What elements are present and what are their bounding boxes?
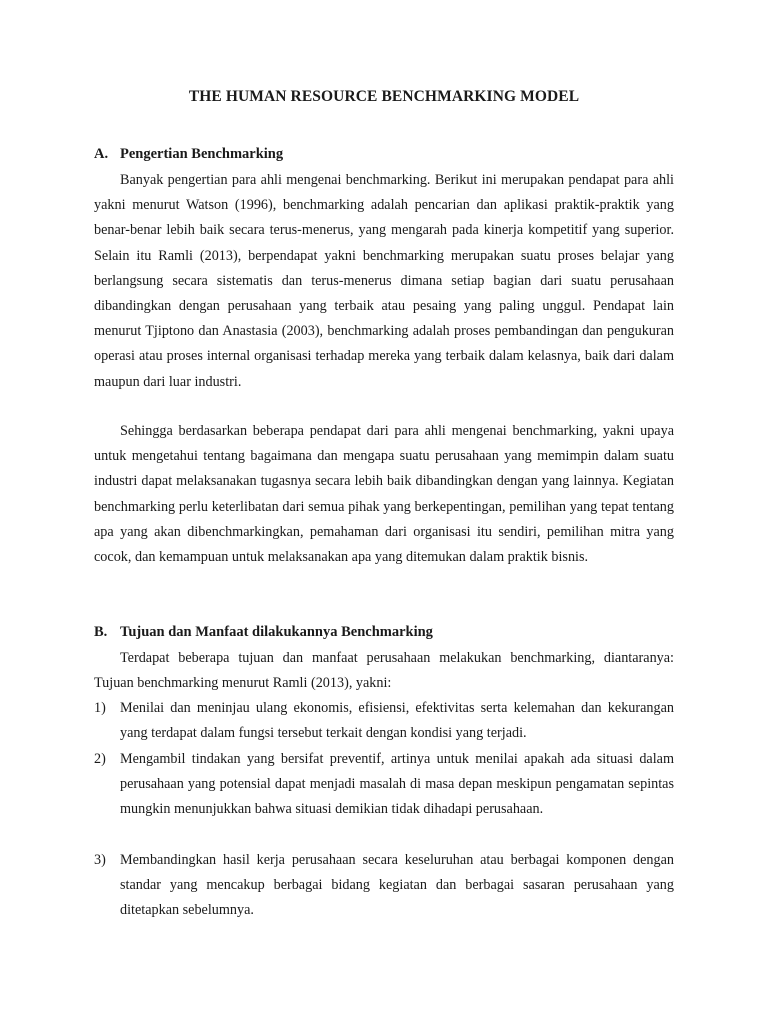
section-b-intro: Terdapat beberapa tujuan dan manfaat perusahaan melakukan benchmarking, diantaranya: Tujuan benchmarking menurut Ramli (2013), yakni:	[94, 650, 674, 692]
list-item-number: 1)	[94, 700, 106, 716]
section-b-title: Tujuan dan Manfaat dilakukannya Benchmarking	[120, 624, 433, 640]
list-item-text: Mengambil tindakan yang bersifat preventif, artinya untuk menilai apakah ada situasi dalam perusahaan yang potensial dapat menjadi masalah di masa depan meskipun pengamatan sepintas mungkin menunjukkan bahwa situasi demikian tidak dihadapi perusahaan.	[120, 751, 674, 818]
document-title: THE HUMAN RESOURCE BENCHMARKING MODEL	[188, 88, 580, 105]
list-item-number: 2)	[94, 751, 106, 767]
section-a-paragraph-1: Banyak pengertian para ahli mengenai benchmarking. Berikut ini merupakan pendapat para ahli yakni menurut Watson (1996), benchmarking adalah pencarian dan aplikasi praktik-praktik yang benar-benar lebih baik secara terus-menerus, yang mengarah pada kinerja kompetitif yang superior. Selain itu Ramli (2013), berpendapat yakni benchmarking merupakan suatu proses belajar yang berlangsung secara sistematis dan terus-menerus dimana setiap bagian dari suatu perusahaan dibandingkan dengan perusahaan yang terbaik atau pesaing yang paling unggul. Pendapat lain menurut Tjiptono dan Anastasia (2003), benchmarking adalah proses pembandingan dan pengukuran operasi atau proses internal organisasi terhadap mereka yang terbaik dalam kelasnya, baik dari dalam maupun dari luar industri.	[94, 172, 674, 390]
section-b-heading	[94, 624, 433, 641]
section-a-heading	[94, 146, 283, 163]
list-item	[94, 696, 674, 746]
list-item-text: Menilai dan meninjau ulang ekonomis, efisiensi, efektivitas serta kelemahan dan kekurangan yang terdapat dalam fungsi tersebut terkait dengan kondisi yang terjadi.	[120, 700, 674, 742]
list-item	[94, 747, 674, 823]
list-item-number: 3)	[94, 852, 106, 868]
section-a-letter: A.	[94, 146, 109, 162]
section-b-letter: B.	[94, 624, 108, 640]
section-a-paragraph-2: Sehingga berdasarkan beberapa pendapat dari para ahli mengenai benchmarking, yakni upaya untuk mengetahui tentang bagaimana dan mengapa suatu perusahaan yang memimpin dalam suatu industri dapat melaksanakan tugasnya secara lebih baik dibandingkan dengan yang lainnya. Kegiatan benchmarking perlu keterlibatan dari semua pihak yang berkepentingan, pemilihan yang tepat tentang apa yang akan dibenchmarkingkan, pemahaman dari organisasi itu sendiri, pemilihan mitra yang cocok, dan kemampuan untuk melaksanakan apa yang ditemukan dalam praktik bisnis.	[94, 423, 674, 566]
list-item-text: Membandingkan hasil kerja perusahaan secara keseluruhan atau berbagai komponen dengan standar yang mencakup berbagai bidang kegiatan dan berbagai sasaran perusahaan yang ditetapkan sebelumnya.	[120, 852, 674, 919]
section-a-title: Pengertian Benchmarking	[120, 146, 284, 162]
list-item	[94, 848, 674, 924]
